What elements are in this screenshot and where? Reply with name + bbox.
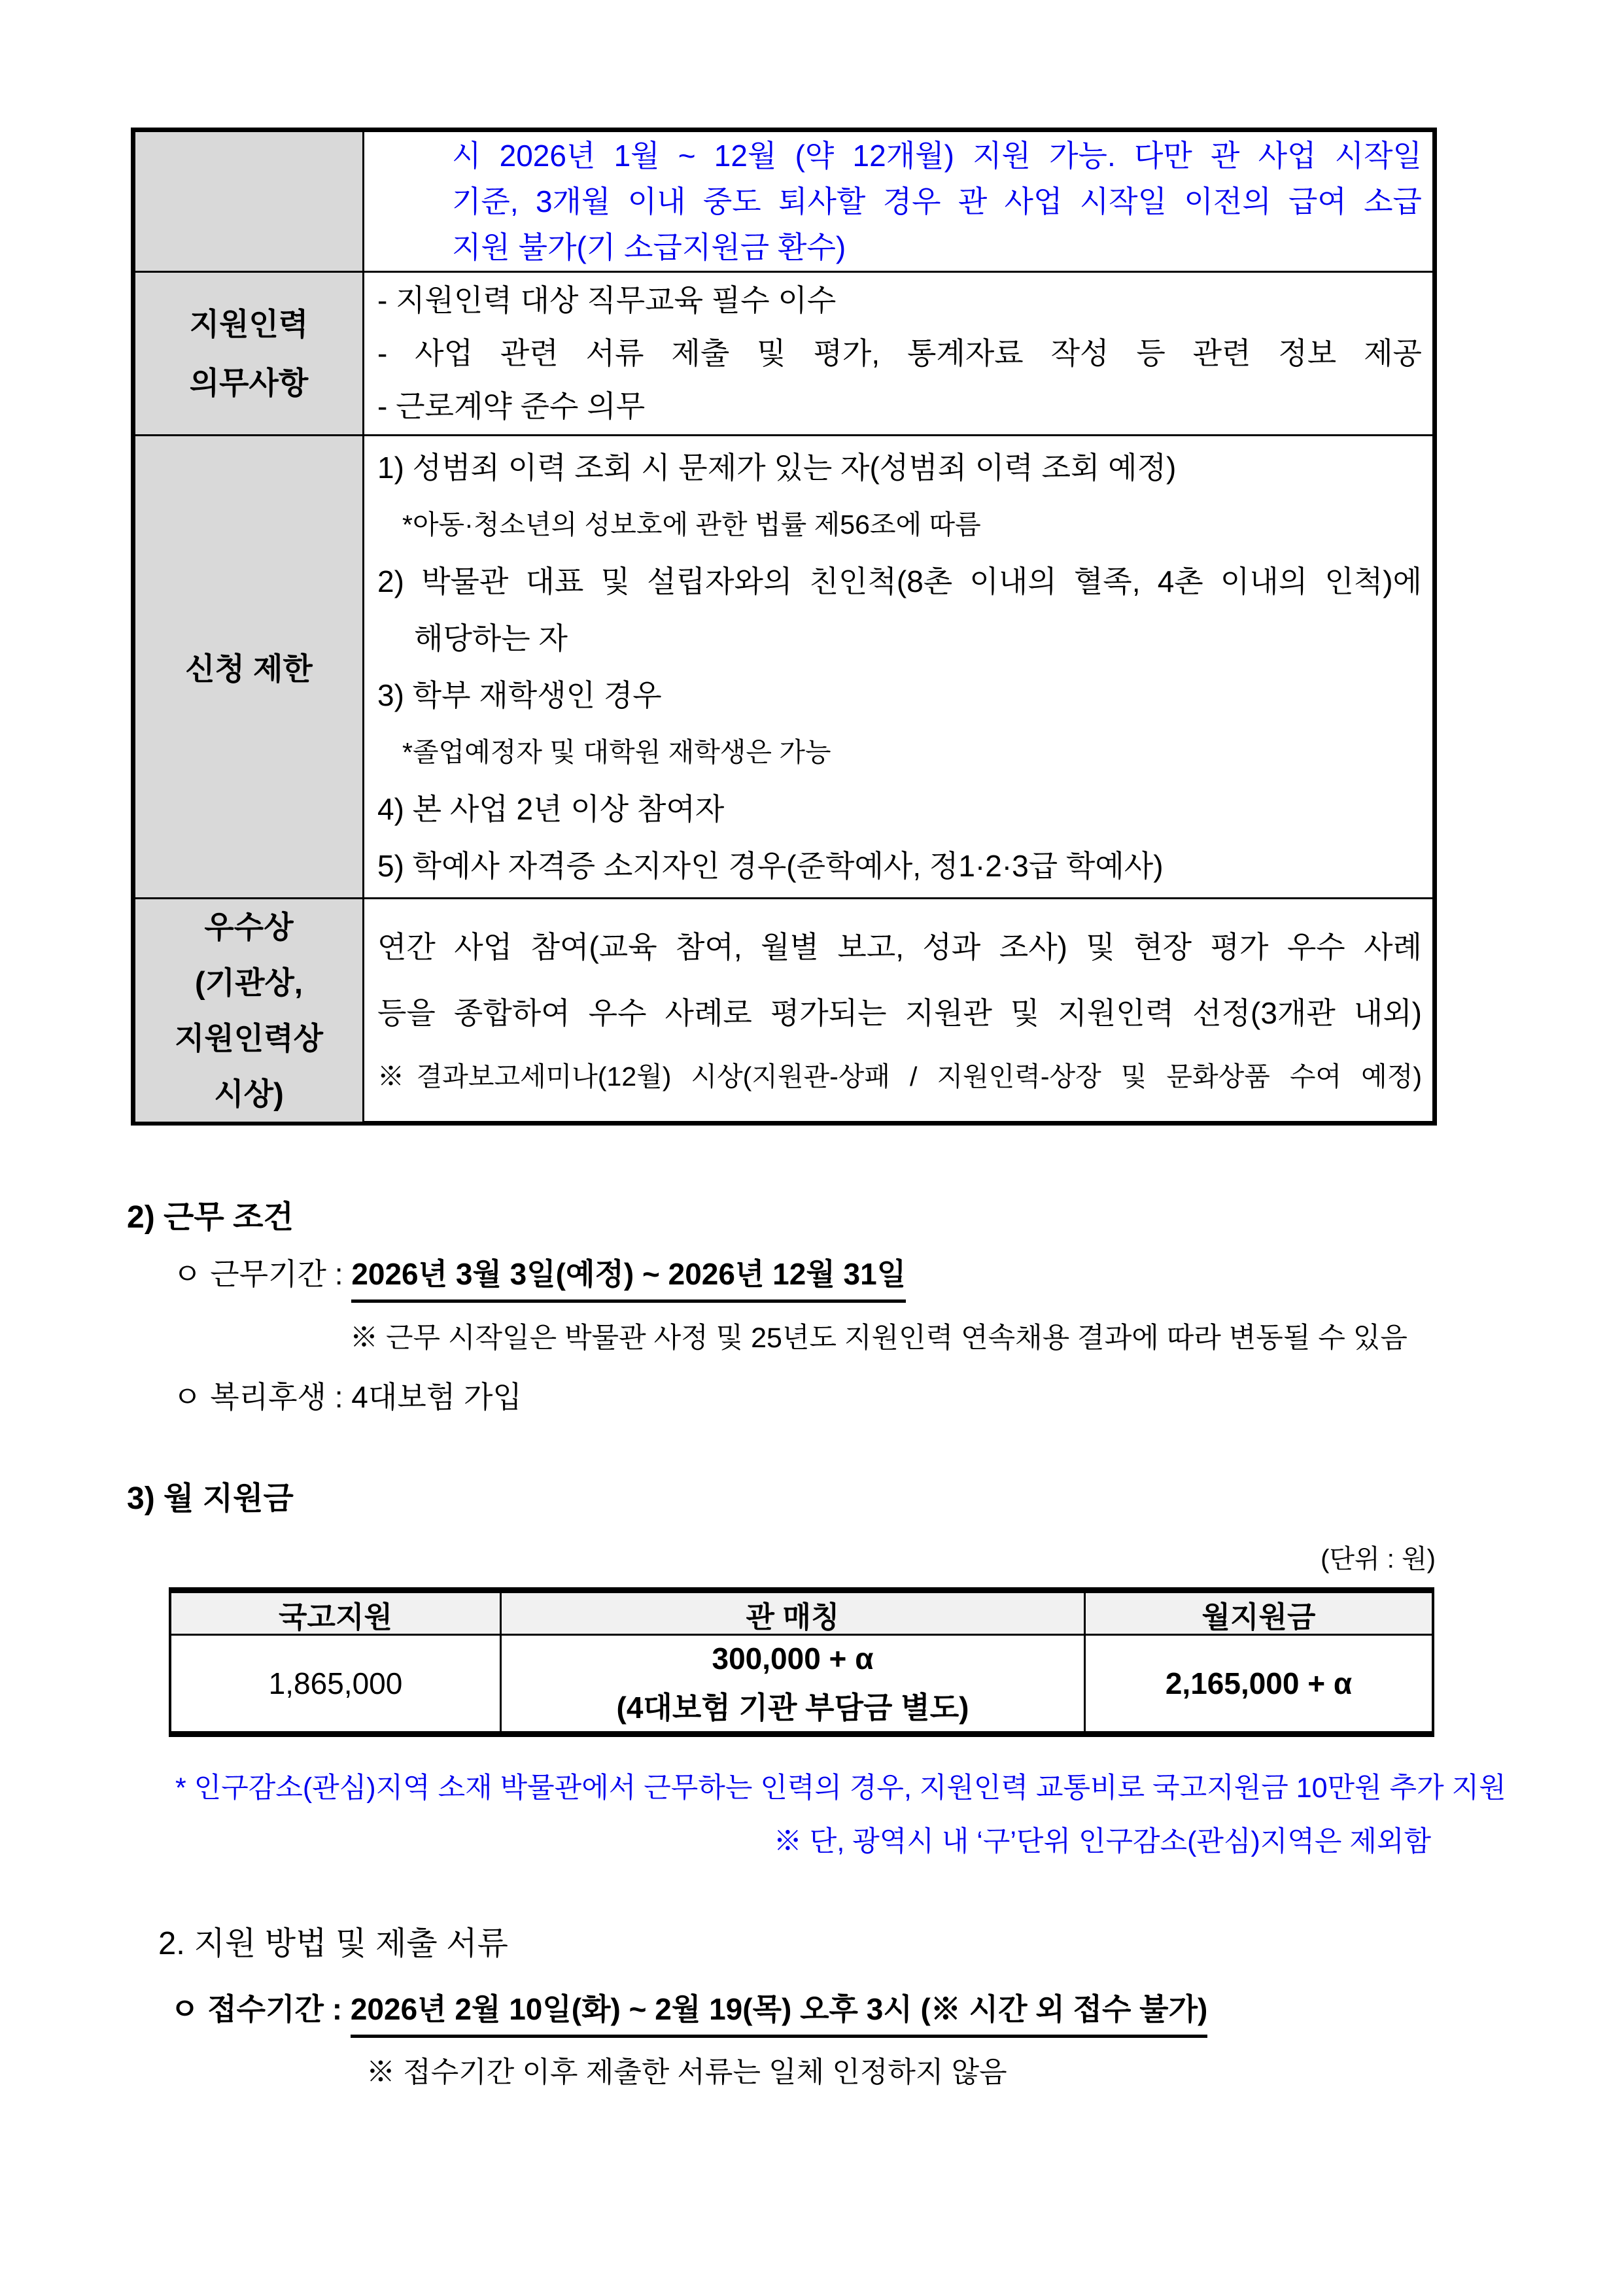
text-line: 지원 불가(기 소급지원금 환수) <box>452 230 846 264</box>
table-row-restrictions <box>135 434 1432 897</box>
table-row-awards <box>135 897 1432 1121</box>
section-heading-application: 2. 지원 방법 및 제출 서류 <box>158 1926 508 1961</box>
museum-matching-amount <box>500 1636 1084 1731</box>
awards-cell <box>364 899 1432 1122</box>
text-line: 등을 종합하여 우수 사례로 평가되는 지원관 및 지원인력 선정(3개관 내외) <box>377 996 1422 1030</box>
work-period-label: ㅇ 근무기간 : <box>173 1257 352 1291</box>
application-period-line <box>170 1986 1207 2038</box>
unit-note: (단위 : 원) <box>1321 1545 1436 1574</box>
text-line: - 사업 관련 서류 제출 및 평가, 통계자료 작성 등 관련 정보 제공 <box>377 336 1422 370</box>
text-line: ※결과보고세미나(12월) 시상(지원관-상패 / 지원인력-상장 및 문화상품 수여 예정) <box>377 1061 1422 1092</box>
section-heading-monthly-support: 3) 월 지원금 <box>127 1481 294 1516</box>
label-line: 지원인력 <box>189 306 309 341</box>
row-label-restrictions: 신청 제한 <box>135 436 364 897</box>
label-line: 의무사항 <box>189 365 309 400</box>
text-line: 5) 학예사 자격증 소지자인 경우(준학예사, 정1·2·3급 학예사) <box>377 848 1164 883</box>
text-line: *아동·청소년의 성보호에 관한 법률 제56조에 따름 <box>402 509 981 540</box>
section-heading-work-conditions: 2) 근무 조건 <box>127 1200 294 1235</box>
metropolitan-exclusion-note: ※ 단, 광역시 내 ‘구’단위 인구감소(관심)지역은 제외함 <box>773 1826 1431 1857</box>
text-line: 2) 박물관 대표 및 설립자와의 친인척(8촌 이내의 혈족, 4촌 이내의 인척)에 <box>377 564 1422 598</box>
table-row-obligations <box>135 271 1432 434</box>
text-line: 시 2026년 1월 ~ 12월 (약 12개월) 지원 가능. 다만 관 사업 시작일 <box>452 139 1422 173</box>
continued-support-period-cell <box>364 132 1432 271</box>
label-line: (기관상, <box>195 965 303 1000</box>
transport-support-note: * 인구감소(관심)지역 소재 박물관에서 근무하는 인력의 경우, 지원인력 교통비로 국고지원금 10만원 추가 지원 <box>175 1772 1506 1804</box>
monthly-support-table <box>169 1587 1434 1737</box>
restrictions-cell <box>364 436 1432 897</box>
label-line: 우수상 <box>204 910 294 944</box>
text-line: 1) 성범죄 이력 조회 시 문제가 있는 자(성범죄 이력 조회 예정) <box>377 450 1177 485</box>
text-line: - 근로계약 준수 의무 <box>377 389 646 423</box>
header-monthly-total: 월지원금 <box>1084 1593 1432 1636</box>
national-support-amount: 1,865,000 <box>268 1666 403 1700</box>
text-line: - 지원인력 대상 직무교육 필수 이수 <box>377 283 837 317</box>
text-line: 연간 사업 참여(교육 참여, 월별 보고, 성과 조사) 및 현장 평가 우수 사례 <box>377 930 1422 964</box>
work-period-line <box>173 1250 906 1303</box>
row-label-obligations <box>135 273 364 434</box>
row-label-awards <box>135 899 364 1122</box>
label-line: 시상) <box>214 1076 284 1111</box>
application-period-value: 2026년 2월 10일(화) ~ 2월 19(목) 오후 3시 (※ 시간 외 접수 불가) <box>351 1986 1208 2038</box>
welfare-line: ㅇ 복리후생 : 4대보험 가입 <box>173 1380 522 1414</box>
table-row-continued <box>135 132 1432 271</box>
header-museum-matching: 관 매칭 <box>500 1593 1084 1636</box>
header-national-support: 국고지원 <box>279 1600 392 1634</box>
application-period-label: ㅇ 접수기간 : <box>170 1992 351 2026</box>
label-line: 지원인력상 <box>174 1021 323 1056</box>
table-data-row <box>171 1636 1432 1731</box>
text-line: 4) 본 사업 2년 이상 참여자 <box>377 791 725 826</box>
table-header-row <box>171 1593 1432 1636</box>
program-overview-table <box>131 128 1437 1126</box>
work-period-value: 2026년 3월 3일(예정) ~ 2026년 12월 31일 <box>351 1250 906 1303</box>
text-line: 기준, 3개월 이내 중도 퇴사할 경우 관 사업 시작일 이전의 급여 소급 <box>452 184 1422 218</box>
application-deadline-note: ※ 접수기간 이후 제출한 서류는 일체 인정하지 않음 <box>366 2056 1007 2088</box>
row-label-empty <box>135 132 364 271</box>
text-line: 3) 학부 재학생인 경우 <box>377 678 662 712</box>
text-line: 해당하는 자 <box>414 621 568 655</box>
obligations-cell <box>364 273 1432 434</box>
matching-note: (4대보험 기관 부담금 별도) <box>616 1691 969 1725</box>
matching-amount: 300,000 + α <box>712 1642 874 1676</box>
monthly-total-amount: 2,165,000 + α <box>1084 1636 1432 1731</box>
text-line: *졸업예정자 및 대학원 재학생은 가능 <box>402 736 831 767</box>
work-period-note: ※ 근무 시작일은 박물관 사정 및 25년도 지원인력 연속채용 결과에 따라 변동될 수 있음 <box>350 1322 1408 1354</box>
